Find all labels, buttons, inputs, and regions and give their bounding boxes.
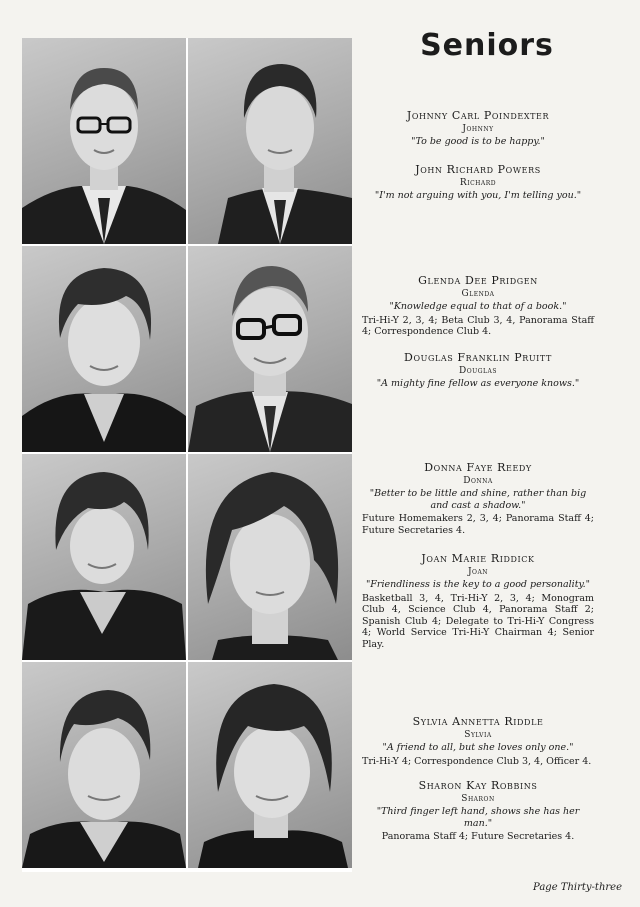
male-portrait (188, 38, 352, 244)
senior-nickname: Joan (467, 566, 489, 577)
senior-activities: Future Homemakers 2, 3, 4; Panorama Staff 4; Future Secretaries 4. (362, 513, 594, 536)
senior-nickname: Glenda (461, 288, 495, 299)
senior-activities: Tri-Hi-Y 2, 3, 4; Beta Club 3, 4, Panorama Staff 4; Correspondence Club 4. (362, 314, 594, 337)
senior-name: Sharon Kay Robbins (418, 779, 538, 792)
photo-glenda-pridgen (22, 246, 186, 452)
senior-entry (362, 352, 594, 392)
photo-donna-reedy (22, 454, 186, 660)
male-portrait-glasses (188, 246, 352, 452)
portrait-grid (22, 38, 352, 872)
senior-name: Douglas Franklin Pruitt (404, 351, 552, 364)
senior-entry (362, 275, 594, 338)
senior-quote: "A mighty fine fellow as everyone knows." (376, 378, 580, 389)
senior-activities: Tri-Hi-Y 4; Correspondence Club 3, 4, Officer 4. (362, 755, 592, 767)
female-portrait (188, 662, 352, 868)
senior-quote: "A friend to all, but she loves only one." (382, 742, 574, 753)
photo-johnny-poindexter (22, 38, 186, 244)
senior-quote: "Friendliness is the key to a good personality." (365, 579, 591, 590)
senior-nickname: Douglas (459, 365, 497, 376)
senior-activities: Panorama Staff 4; Future Secretaries 4. (381, 831, 575, 842)
senior-name: Glenda Dee Pridgen (418, 274, 538, 287)
senior-nickname: Sylvia (464, 729, 492, 740)
senior-name: Sylvia Annetta Riddle (412, 715, 544, 728)
senior-name: Joan Marie Riddick (421, 552, 535, 565)
senior-entry (362, 110, 594, 150)
female-portrait (22, 454, 186, 660)
senior-entry (362, 462, 594, 536)
senior-activities: Basketball 3, 4, Tri-Hi-Y 2, 3, 4; Monogram Club 4, Science Club 4, Panorama Staff 2; Spanish Club 4; Delegate to Tri-Hi-Y Congress 4; World Service Tri-Hi-Y Chairman 4; Senior Play. (362, 592, 594, 650)
photo-sharon-robbins (188, 662, 352, 868)
senior-nickname: Donna (463, 475, 493, 486)
senior-nickname: Richard (459, 177, 497, 188)
senior-name: John Richard Powers (415, 163, 541, 176)
male-portrait-glasses (22, 38, 186, 244)
female-portrait (22, 662, 186, 868)
senior-entry (362, 553, 594, 650)
senior-nickname: Johnny (462, 123, 494, 134)
page-title: Seniors (420, 28, 554, 63)
senior-quote: "To be good is to be happy." (411, 136, 545, 147)
senior-quote: "I'm not arguing with you, I'm telling you." (374, 190, 582, 201)
page-number: Page Thirty-three (533, 882, 622, 893)
female-portrait (22, 246, 186, 452)
photo-sylvia-riddle (22, 662, 186, 868)
senior-nickname: Sharon (461, 793, 495, 804)
female-portrait (188, 454, 352, 660)
photo-john-powers (188, 38, 352, 244)
senior-quote: "Third finger left hand, shows she has her man." (376, 806, 580, 829)
senior-quote: "Better to be little and shine, rather than big and cast a shadow." (369, 488, 587, 511)
senior-name: Donna Faye Reedy (424, 461, 532, 474)
senior-name: Johnny Carl Poindexter (406, 109, 550, 122)
photo-douglas-pruitt (188, 246, 352, 452)
senior-entry (362, 716, 594, 767)
senior-entry (362, 164, 594, 204)
senior-quote: "Knowledge equal to that of a book." (389, 301, 567, 312)
senior-entry (362, 780, 594, 843)
photo-joan-riddick (188, 454, 352, 660)
